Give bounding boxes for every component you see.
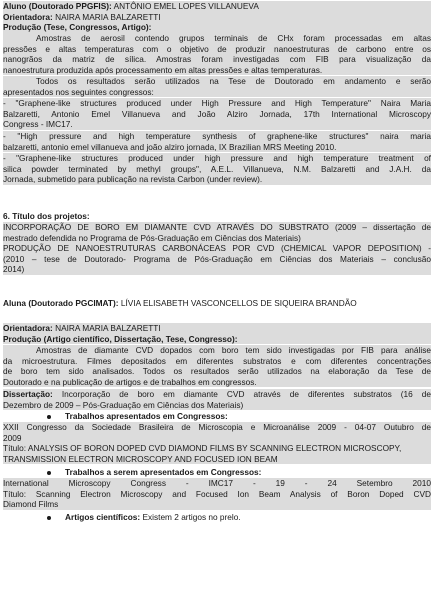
text-line: mestrado defendida no Programa de Pós-Graduação em Ciências dos Materiais): [3, 232, 301, 243]
student2-advisor: Orientadora: NAIRA MARIA BALZARETTI: [3, 323, 161, 333]
student1-item-2: [3, 131, 431, 152]
text-line: INCORPORAÇÃO DE BORO EM DIAMANTE CVD ATRAVÉS DO SUBSTRATO (2009 – dissertação de: [3, 222, 431, 232]
student2-header: [3, 323, 431, 344]
student1-line: Aluno (Doutorado PPGFIS): ANTÔNIO EMEL LOPES VILLANUEVA: [3, 1, 259, 11]
text-line: Congress - IMC17.: [3, 119, 73, 130]
text-line: apresentados nos seguintes congressos:: [3, 86, 154, 97]
articles-value: Existem 2 artigos no prelo.: [140, 512, 241, 522]
text-line: nanogrãos da matriz de sílica. Amostras foram investigadas com FIB para visualização da: [3, 54, 431, 65]
articles-bullet: [3, 512, 431, 523]
presented-list: [3, 422, 431, 464]
section6-heading: [3, 211, 431, 222]
bullet-icon: [47, 516, 51, 520]
text-line: nanoestrutura produzida após processamento em altas pressões e altas temperaturas.: [3, 64, 323, 75]
bullet-label: Trabalhos a serem apresentados em Congressos:: [65, 467, 262, 477]
text-line: 2014): [3, 264, 25, 275]
student2-line: Aluna (Doutorado PGCIMAT): LÍVIA ELISABETH VASCONCELLOS DE SIQUEIRA BRANDÃO: [3, 298, 357, 308]
text-line: silica powder terminated by methyl groups", A.E.L. Villanueva, N.M. Balzaretti and J.A.H. da: [3, 163, 431, 174]
bullet-label: Trabalhos apresentados em Congressos:: [65, 411, 228, 421]
to-present-bullet: [3, 467, 431, 478]
text-line: 2009: [3, 432, 22, 443]
text-line: da microestrutura. Filmes depositados em diferentes substratos e com diferentes concentrações: [3, 355, 431, 366]
text-line: Jornada, submetido para publicação na revista Carbon (under review).: [3, 174, 263, 185]
text-line: Amostras de diamante CVD dopados com boro tem sido investigadas por FIB para análise: [36, 345, 431, 355]
presented-bullet: [3, 411, 431, 422]
text-line: - "Graphene-like structures produced under High Pressure and High Temperature" Naira Maria: [3, 98, 431, 108]
text-line: de boro tem sido analisados. Todos os resultados serão utilizados na elaboração da Tese de: [3, 366, 431, 377]
text-line: Doutorado e na publicação de artigos e de trabalhos em congressos.: [3, 376, 257, 387]
bullet-icon: [47, 471, 51, 475]
text-line: Amostras de aerosil contendo grupos terminais de CHx foram processadas em altas: [36, 33, 431, 43]
text-line: Dezembro de 2009 – Pós-Graduação em Ciências dos Materiais): [3, 399, 244, 410]
student2-production-label: Produção (Artigo científico, Dissertação, Tese, Congresso):: [3, 333, 238, 344]
student1-item-3: [3, 153, 431, 185]
text-line: (2010 – tese de Doutorado- Programa de Pós-Graduação em Ciências dos Materiais – conclusão: [3, 253, 431, 264]
bullet-label: Artigos científicos:: [65, 512, 141, 522]
text-line: International Microscopy Congress - IMC17 - 19 - 24 Setembro 2010: [3, 478, 431, 488]
student1-paragraph-1: [3, 33, 431, 75]
student1-production-label: Produção (Tese, Congressos, Artigo):: [3, 22, 152, 33]
section6-projects: [3, 222, 431, 275]
student1-item-1: [3, 98, 431, 130]
text-line: Título: ANALYSIS OF BORON DOPED CVD DIAMOND FILMS BY SCANNING ELECTRON MICROSCOPY,: [3, 443, 402, 454]
to-present-list: [3, 478, 431, 510]
student1-paragraph-2: [3, 76, 431, 97]
text-line: Título: Scanning Electron Microscopy and Focused Ion Beam Analysis of Boron Doped CVD: [3, 488, 431, 499]
section-heading: 6. Título dos projetos:: [3, 211, 90, 221]
student1-header: [3, 1, 431, 33]
text-line: pressões e altas temperaturas com o objetivo de produzir nanoestruturas de carbono entre os: [3, 43, 431, 54]
text-line: Balzaretti, Antonio Emel Villanueva and João Alziro Jornada, 17th International Microscopy: [3, 108, 431, 119]
bullet-icon: [47, 415, 51, 419]
text-line: - "High pressure and high temperature synthesis of graphene-like structures" naira maria: [3, 131, 431, 141]
student2-dissertation: Dissertação: Incorporação de boro em diamante CVD através de diferentes substratos (16 de Dezembro de 2009 – Pós-Graduação em Ciências dos Materiais): [3, 389, 431, 410]
text-line: balzaretti, antonio emel villanueva and joão alziro jornada, IX Brazilian MRS Meeting 2010.: [3, 141, 337, 152]
text-line: PRODUÇÃO DE NANOESTRUTURAS CARBONÁCEAS POR CVD (CHEMICAL VAPOR DEPOSITION) -: [3, 243, 431, 254]
text-line: TRANSMISSION ELECTRON MICROSCOPY AND FOCUSED ION BEAM: [3, 453, 278, 464]
student1-advisor: Orientadora: NAIRA MARIA BALZARETTI: [3, 11, 161, 22]
text-line: Diamond Films: [3, 499, 59, 510]
text-line: - "Graphene-like structures produced under high pressure and high temperature treatment of: [3, 153, 431, 163]
text-line: XXII Congresso da Sociedade Brasileira de Microscopia e Microanálise 2009 - 04-07 Outubro de: [3, 422, 431, 432]
text-line: Todos os resultados serão utilizados na Tese de Doutorado em andamento e serão: [36, 76, 431, 86]
student2-paragraph-1: [3, 345, 431, 387]
